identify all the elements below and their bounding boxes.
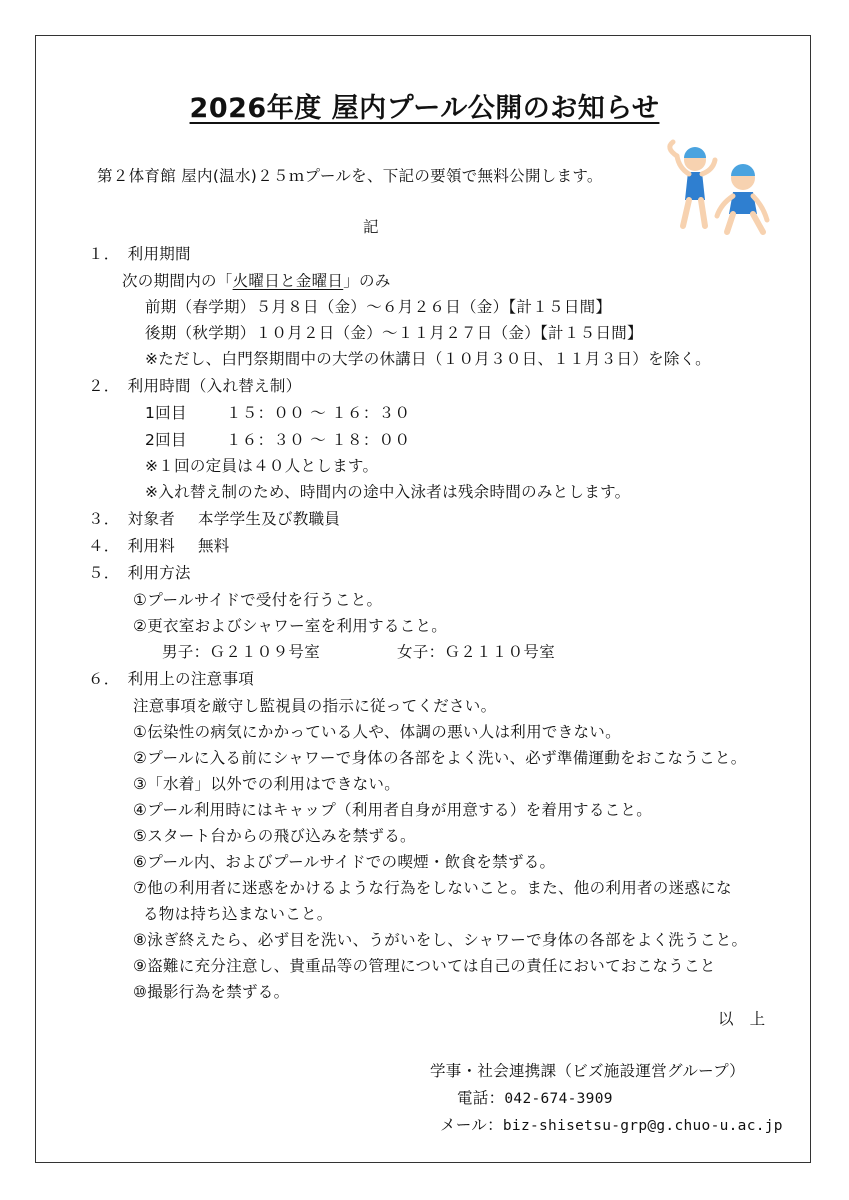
rule-item-continuation: る物は持ち込まないこと。 [143, 905, 333, 923]
slot-1-label: 1回目 [145, 404, 187, 422]
section-3-heading: ３． 対象者 [88, 510, 176, 528]
phone-number: 042-674-3909 [504, 1091, 613, 1107]
swimmer-stretching [670, 142, 715, 226]
rule-item: ③「水着」以外での利用はできない。 [133, 775, 400, 793]
mail-address: biz-shisetsu-grp@g.chuo-u.ac.jp [502, 1118, 783, 1134]
slot-2-time: １６：３０ ～ １８：００ [226, 431, 411, 449]
female-locker-room: 女子：Ｇ２１１０号室 [397, 643, 556, 661]
intro-text: 第２体育館 屋内(温水)２５ｍプールを、下記の要領で無料公開します。 [97, 167, 603, 185]
section-2-heading: ２． 利用時間（入れ替え制） [88, 377, 302, 395]
ki-heading: 記 [363, 218, 379, 236]
slot-2-label: 2回目 [145, 431, 187, 449]
late-entry-note: ※入れ替え制のため、時間内の途中入泳者は残余時間のみとします。 [145, 483, 631, 501]
section-4-heading: ４． 利用料 [88, 537, 176, 555]
section-1-lead [122, 271, 391, 291]
rule-item: ⑤スタート台からの飛び込みを禁ずる。 [133, 827, 416, 845]
section-5-heading: ５． 利用方法 [88, 564, 191, 582]
rule-item: ⑩撮影行為を禁ずる。 [133, 983, 290, 1001]
term-spring: 前期（春学期）５月８日（金）～６月２６日（金）【計１５日間】 [145, 298, 612, 316]
page-title: 2026年度 屋内プール公開のお知らせ [189, 93, 660, 124]
lead-prefix: 次の期間内の「 [122, 272, 233, 290]
lead-suffix: 」のみ [343, 272, 391, 290]
swimmer-crouching [717, 164, 767, 232]
section-6-heading: ６． 利用上の注意事項 [88, 670, 255, 688]
rules-lead: 注意事項を厳守し監視員の指示に従ってください。 [133, 697, 497, 715]
rule-item: ⑨盗難に充分注意し、貴重品等の管理については自己の責任においておこなうこと [133, 957, 716, 975]
rule-item: ⑦他の利用者に迷惑をかけるような行為をしないこと。また、他の利用者の迷惑にな [133, 879, 732, 897]
rule-item: ⑧泳ぎ終えたら、必ず目を洗い、うがいをし、シャワーで身体の各部をよく洗うこと。 [133, 931, 748, 949]
method-item-1: ①プールサイドで受付を行うこと。 [133, 591, 383, 609]
eligibility-value: 本学学生及び教職員 [198, 510, 341, 528]
fee-value: 無料 [198, 537, 230, 555]
male-locker-room: 男子：Ｇ２１０９号室 [162, 643, 321, 661]
term-autumn: 後期（秋学期）１０月２日（金）～１１月２７日（金）【計１５日間】 [145, 324, 643, 342]
swimmers-illustration [655, 138, 780, 238]
slot-1-time: １５：００ ～ １６：３０ [226, 404, 411, 422]
closing-mark: 以 上 [718, 1010, 766, 1028]
phone-label: 電話： [457, 1089, 505, 1107]
lead-days: 火曜日と金曜日 [232, 272, 344, 290]
method-item-2: ②更衣室およびシャワー室を利用すること。 [133, 617, 448, 635]
rule-item: ②プールに入る前にシャワーで身体の各部をよく洗い、必ず準備運動をおこなうこと。 [133, 749, 747, 767]
contact-mail [440, 1115, 783, 1136]
contact-phone [457, 1088, 613, 1109]
rule-item: ①伝染性の病気にかかっている人や、体調の悪い人は利用できない。 [133, 723, 621, 741]
rule-item: ④プール利用時にはキャップ（利用者自身が用意する）を着用すること。 [133, 801, 653, 819]
mail-label: メール： [440, 1116, 503, 1134]
section-1-heading: １． 利用期間 [88, 245, 191, 263]
term-note: ※ただし、白門祭期間中の大学の休講日（１０月３０日、１１月３日）を除く。 [145, 350, 711, 368]
rule-item: ⑥プール内、およびプールサイドでの喫煙・飲食を禁ずる。 [133, 853, 556, 871]
contact-department: 学事・社会連携課（ビズ施設運営グループ） [430, 1062, 745, 1080]
capacity-note: ※１回の定員は４０人とします。 [145, 457, 379, 475]
